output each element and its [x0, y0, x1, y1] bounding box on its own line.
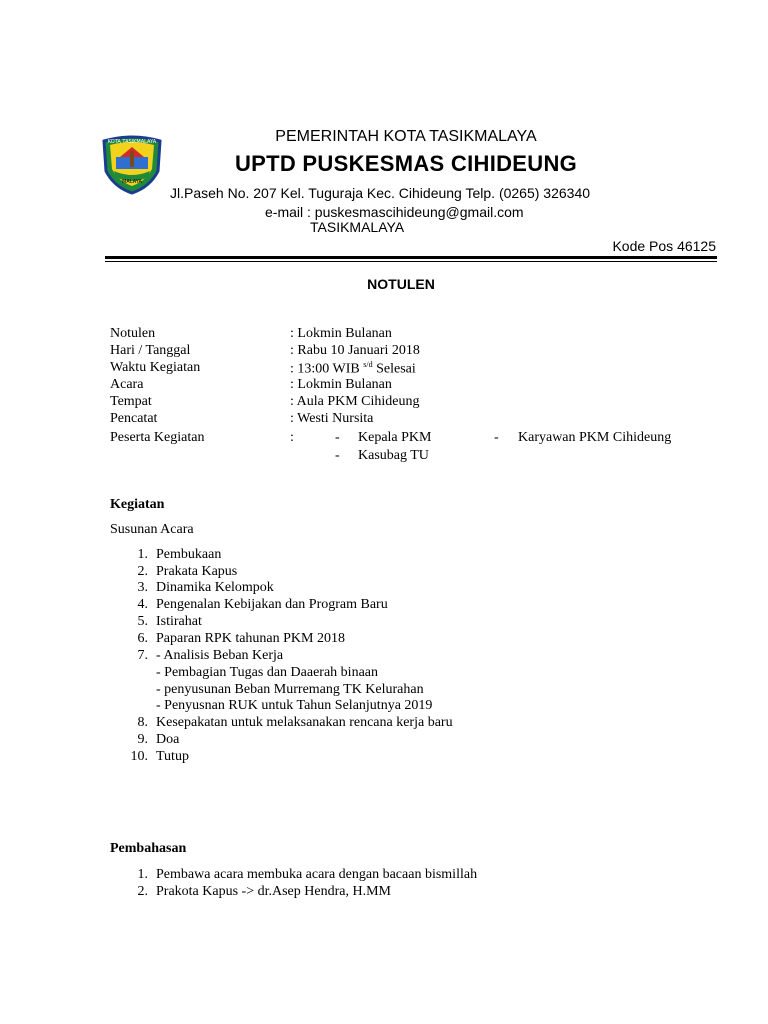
- list-number: 3.: [137, 580, 148, 595]
- waktu-start: : 13:00 WIB: [290, 361, 360, 377]
- postal-code: Kode Pos 46125: [612, 238, 716, 254]
- tanggal-value: : Rabu 10 Januari 2018: [290, 343, 420, 358]
- letterhead-divider-thick: [105, 256, 717, 259]
- list-number: 1.: [137, 547, 148, 562]
- peserta-label: Peserta Kegiatan: [110, 430, 205, 445]
- list-number: 4.: [137, 597, 148, 612]
- tempat-label: Tempat: [110, 394, 152, 409]
- list-item: Istirahat: [156, 614, 202, 629]
- city-line: TASIKMALAYA: [310, 219, 405, 235]
- pembahasan-heading: Pembahasan: [110, 841, 187, 856]
- list-item: Doa: [156, 732, 180, 747]
- waktu-end: Selesai: [376, 361, 416, 377]
- list-item: Dinamika Kelompok: [156, 580, 274, 595]
- waktu-label: Waktu Kegiatan: [110, 360, 201, 375]
- logo-text-bottom: MALAYA: [122, 179, 142, 185]
- peserta-colon: :: [290, 430, 294, 445]
- kegiatan-heading: Kegiatan: [110, 497, 165, 512]
- organization-name: UPTD PUSKESMAS CIHIDEUNG: [234, 151, 578, 176]
- list-number: 10.: [130, 749, 148, 764]
- list-sub-item: - Penyusnan RUK untuk Tahun Selanjutnya 2019: [156, 698, 433, 713]
- government-name: PEMERINTAH KOTA TASIKMALAYA: [275, 128, 537, 145]
- list-item: Paparan RPK tahunan PKM 2018: [156, 631, 345, 646]
- list-item: Prakata Kapus: [156, 564, 238, 579]
- peserta-item: Karyawan PKM Cihideung: [518, 430, 672, 445]
- list-item: Kesepakatan untuk melaksanakan rencana kerja baru: [156, 715, 453, 730]
- document-title: NOTULEN: [367, 276, 435, 292]
- peserta-dash-1: -: [335, 430, 340, 445]
- list-number: 2.: [137, 564, 148, 579]
- list-item: Pengenalan Kebijakan dan Program Baru: [156, 597, 388, 612]
- list-number: 6.: [137, 631, 148, 646]
- peserta-item: Kepala PKM: [358, 430, 432, 445]
- list-number: 2.: [137, 884, 148, 899]
- letterhead-divider-thin: [105, 261, 717, 262]
- list-number: 7.: [137, 648, 148, 663]
- list-item: - Analisis Beban Kerja: [156, 648, 284, 663]
- logo-text-top: KOTA TASIKMALAYA: [107, 139, 157, 145]
- list-item: Pembukaan: [156, 547, 222, 562]
- list-sub-item: - penyusunan Beban Murremang TK Kelurahan: [156, 682, 424, 697]
- list-number: 9.: [137, 732, 148, 747]
- notulen-label: Notulen: [110, 326, 156, 341]
- tanggal-label: Hari / Tanggal: [110, 343, 191, 358]
- list-number: 8.: [137, 715, 148, 730]
- peserta-dash-2: -: [335, 448, 340, 463]
- pencatat-value: : Westi Nursita: [290, 411, 374, 426]
- list-item: Prakota Kapus -> dr.Asep Hendra, H.MM: [156, 884, 391, 899]
- address-line: Jl.Paseh No. 207 Kel. Tuguraja Kec. Cihideung Telp. (0265) 326340: [170, 185, 591, 201]
- peserta-item: Kasubag TU: [358, 448, 429, 463]
- pencatat-label: Pencatat: [110, 411, 158, 426]
- list-number: 5.: [137, 614, 148, 629]
- list-item: Tutup: [156, 749, 189, 764]
- peserta-dash-3: -: [494, 430, 499, 445]
- list-item: Pembawa acara membuka acara dengan bacaan bismillah: [156, 867, 478, 882]
- list-number: 1.: [137, 867, 148, 882]
- email-line: e-mail : puskesmascihideung@gmail.com: [265, 204, 524, 220]
- waktu-value: [290, 360, 416, 378]
- acara-label: Acara: [110, 377, 144, 392]
- list-sub-item: - Pembagian Tugas dan Daaerah binaan: [156, 665, 378, 680]
- notulen-value: : Lokmin Bulanan: [290, 326, 392, 341]
- acara-value: : Lokmin Bulanan: [290, 377, 392, 392]
- waktu-sd: s/d: [363, 360, 373, 369]
- susunan-acara-heading: Susunan Acara: [110, 522, 194, 537]
- tempat-value: : Aula PKM Cihideung: [290, 394, 420, 409]
